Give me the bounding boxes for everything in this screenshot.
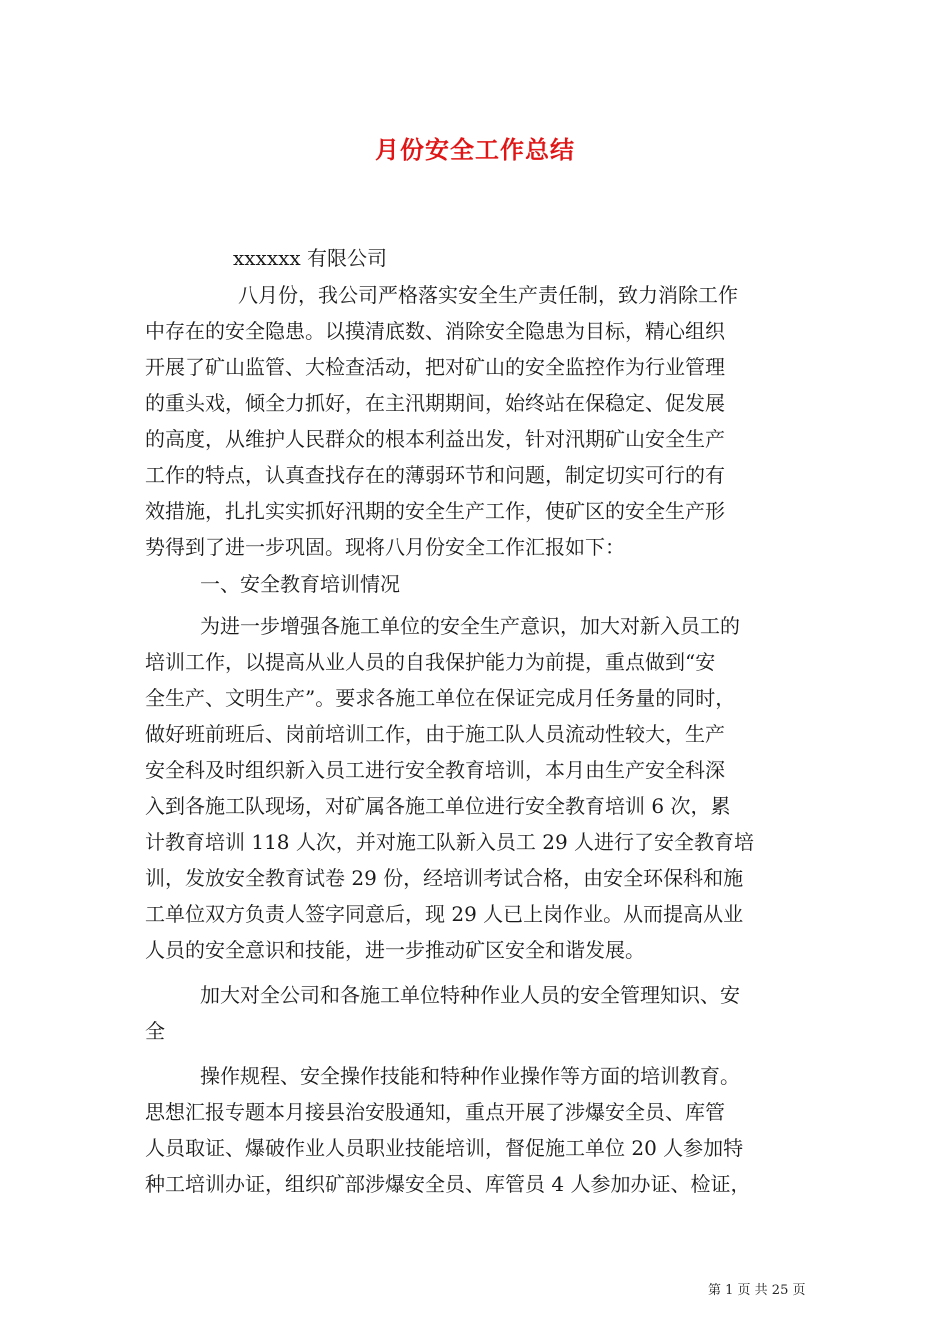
- body-line: 势得到了进一步巩固。现将八月份安全工作汇报如下：: [145, 535, 625, 559]
- body-line: 人员取证、爆破作业人员职业技能培训，督促施工单位 20 人参加特: [145, 1136, 744, 1160]
- body-line: 加大对全公司和各施工单位特种作业人员的安全管理知识、安: [200, 983, 740, 1007]
- body-line: 为进一步增强各施工单位的安全生产意识，加大对新入员工的: [200, 614, 740, 638]
- body-line: 操作规程、安全操作技能和特种作业操作等方面的培训教育。: [200, 1064, 740, 1088]
- document-title: 月份安全工作总结: [375, 135, 575, 164]
- body-line: 工单位双方负责人签字同意后，现 29 人已上岗作业。从而提高从业: [145, 902, 744, 926]
- body-line: 种工培训办证，组织矿部涉爆安全员、库管员 4 人参加办证、检证，: [145, 1172, 751, 1196]
- body-line: 安全科及时组织新入员工进行安全教育培训，本月由生产安全科深: [145, 758, 725, 782]
- body-line: 思想汇报专题本月接县治安股通知，重点开展了涉爆安全员、库管: [145, 1100, 725, 1124]
- body-line: 的高度，从维护人民群众的根本利益出发，针对汛期矿山安全生产: [145, 427, 725, 451]
- body-line: 人员的安全意识和技能，进一步推动矿区安全和谐发展。: [145, 938, 645, 962]
- body-line: 全: [145, 1019, 165, 1043]
- page-number: 第 1 页 共 25 页: [708, 1283, 806, 1298]
- company-name: xxxxxx 有限公司: [233, 246, 388, 270]
- body-line: 八月份，我公司严格落实安全生产责任制，致力消除工作: [238, 283, 738, 307]
- body-line: 工作的特点，认真查找存在的薄弱环节和问题，制定切实可行的有: [145, 463, 725, 487]
- body-line: 入到各施工队现场，对矿属各施工单位进行安全教育培训 6 次，累: [145, 794, 731, 818]
- body-line: 全生产、文明生产”。要求各施工单位在保证完成月任务量的同时，: [145, 686, 736, 710]
- body-line: 做好班前班后、岗前培训工作，由于施工队人员流动性较大，生产: [145, 722, 725, 746]
- body-line: 中存在的安全隐患。以摸清底数、消除安全隐患为目标，精心组织: [145, 319, 725, 343]
- body-line: 计教育培训 118 人次，并对施工队新入员工 29 人进行了安全教育培: [145, 830, 755, 854]
- body-line: 培训工作，以提高从业人员的自我保护能力为前提，重点做到“安: [145, 650, 716, 674]
- body-line: 开展了矿山监管、大检查活动，把对矿山的安全监控作为行业管理: [145, 355, 725, 379]
- body-line: 的重头戏，倾全力抓好，在主汛期期间，始终站在保稳定、促发展: [145, 391, 725, 415]
- body-line: 训，发放安全教育试卷 29 份，经培训考试合格，由安全环保科和施: [145, 866, 744, 890]
- body-line: 效措施，扎扎实实抓好汛期的安全生产工作，使矿区的安全生产形: [145, 499, 725, 523]
- section-heading: 一、安全教育培训情况: [200, 572, 400, 596]
